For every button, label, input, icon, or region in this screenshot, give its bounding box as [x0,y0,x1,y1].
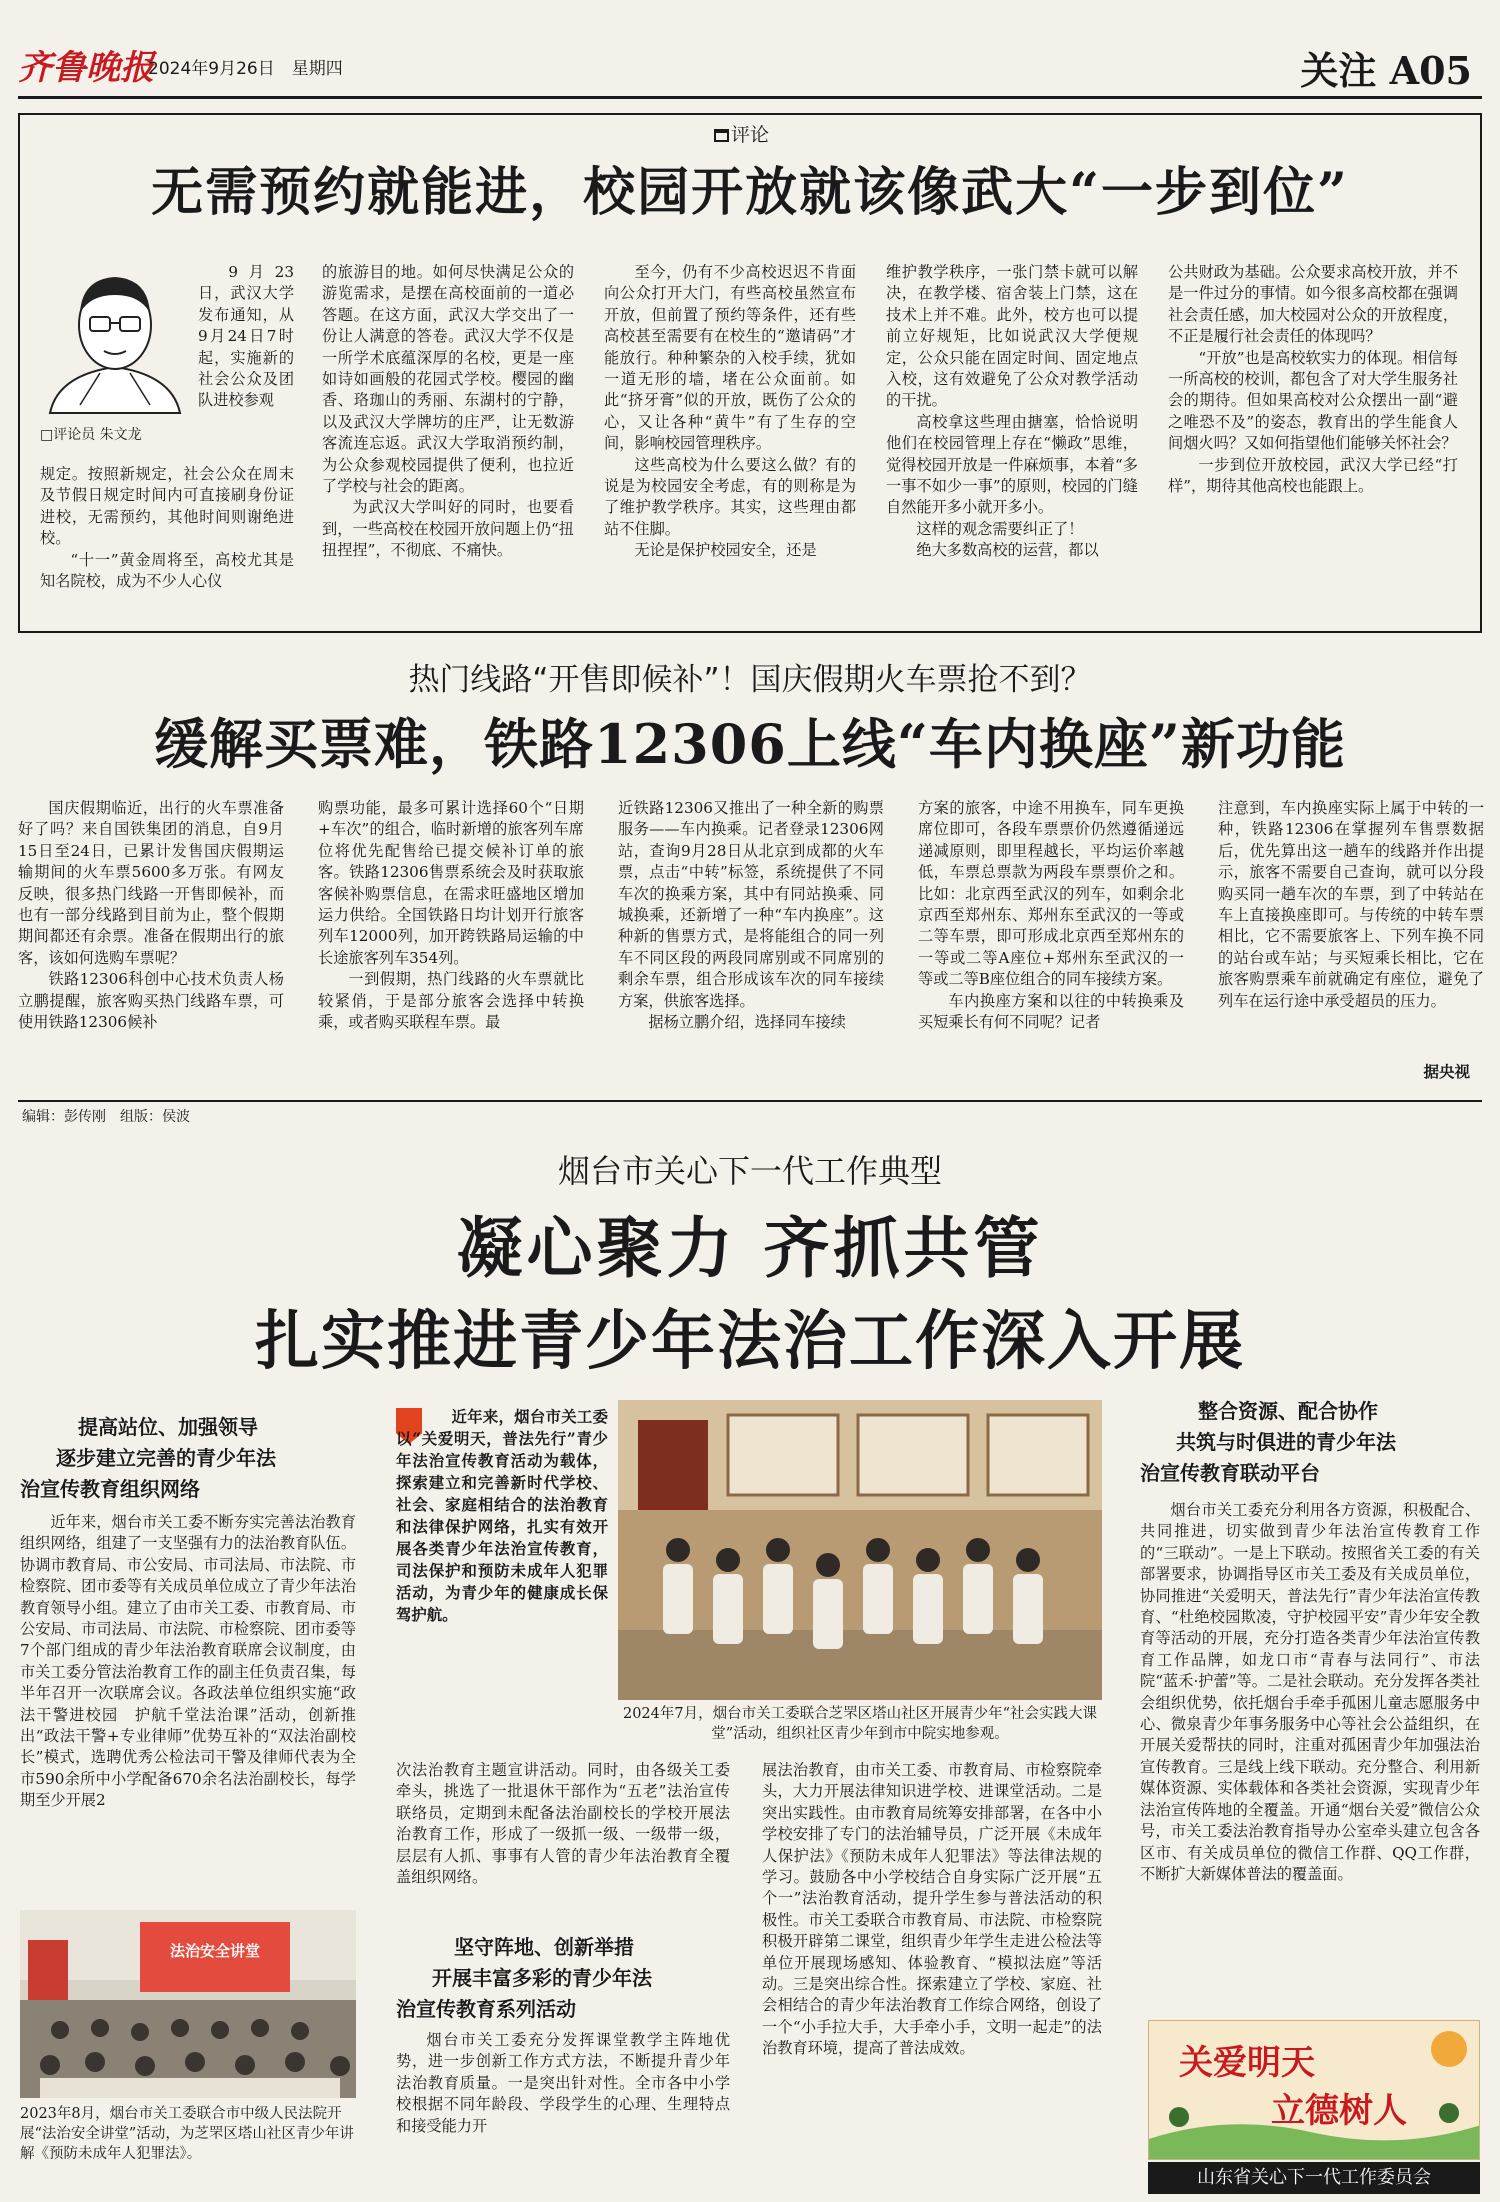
section2-title-line3: 治宣传教育系列活动 [396,1997,576,2021]
lecture-screen-text: 法治安全讲堂 [169,1942,260,1960]
section-rule [18,1100,1482,1102]
paragraph: 近年来，烟台市关工委不断夯实完善法治教育组织网络，组建了一支坚强有力的法治教育队伍。协调市教育局、市公安局、市司法局、市法院、市检察院、团市委等有关成员单位成立了青少年法治教育领导小组。建立了由市关工委、市教育局、市公安局、市司法局、市法院、市检察院、团市委等7个部门组成的青少年法治教育联席会议制度，由市关工委分管法治教育工作的副主任负责召集，每半年召开一次联席会议。各政法单位组织实施“政法干警进校园 护航千堂法治课”活动，创新推出“政法干警+专业律师”优势互补的“双法治副校长”模式，选聘优秀公检法司干警及律师代表为全市590余所中小学配备670余名法治副校长，每学期至少开展2 [20,1513,356,1810]
section3-title-line3: 治宣传教育联动平台 [1140,1461,1320,1485]
commentary-col1-intro [198,262,294,412]
section1-title-line2: 逐步建立完善的青少年法 [56,1446,276,1470]
paragraph: 方案的旅客，中途不用换车，同车更换席位即可，各段车票票价仍然遵循递远递减原则，即里程越长，平均运价率越低，车票总票款为两段车票票价之和。比如：北京西至武汉的列车，如剩余北京西至郑州东、郑州东至武汉的一等或二等车票，即可形成北京西至郑州东的一等或二等A座位+郑州东至武汉的一等或二等B座位组合的同车接续方案。 [918,799,1184,989]
paragraph: 这些高校为什么要这么做？有的说是为校园安全考虑，有的则称是为了维护教学秩序。其实，这些理由都站不住脚。 [604,455,856,538]
lead-paragraph [396,1406,608,1736]
commentary-tag [714,120,769,147]
railway-col2 [318,798,584,1088]
commentary-col3 [604,262,856,624]
care-logo-org: 山东省关心下一代工作委员会 [1148,2162,1480,2194]
page-number: A05 [1389,48,1472,93]
commentary-headline: 无需预约就能进，校园开放就该像武大“一步到位” [151,162,1349,223]
paragraph: 展法治教育，由市关工委、市教育局、市检察院牵头，大力开展法律知识进学校、进课堂活动。二是突出实践性。由市教育局统筹安排部署，在各中小学校安排了专门的法治辅导员，广泛开展《未成年人保护法》《预防未成年人犯罪法》等法律法规的学习。鼓励各中小学校结合自身实际广泛开展“五个一”法治教育活动，提升学生参与普法活动的积极性。市关工委联合市教育局、市法院、市检察院积极开辟第二课堂，组织青少年学生走进公检法等单位开展现场感知、体验教育、“模拟法庭”等活动。三是突出综合性。探索建立了学校、家庭、社会相结合的青少年法治教育工作综合网络，创设了一个“小手拉大手，大手牵小手，文明一起走”的法治教育环境，提高了普法成效。 [762,1761,1102,2058]
paragraph: “开放”也是高校软实力的体现。相信每一所高校的校训，都包含了对大学生服务社会的期待。但如果高校对公众摆出一副“避之唯恐不及”的姿态，教育出的学生能食人间烟火吗？又如何指望他们能够关怀社会？ [1168,348,1458,453]
commentary-col2 [322,262,574,624]
paragraph: 车内换座方案和以往的中转换乘及买短乘长有何不同呢？记者 [918,991,1184,1032]
section3-title-line2: 共筑与时俱进的青少年法 [1176,1430,1396,1454]
railway-col5 [1218,798,1484,1068]
middle-col2 [762,1760,1102,2194]
care-logo [1148,2020,1480,2160]
section2-title [396,1932,736,2025]
paragraph: 公共财政为基础。公众要求高校开放，并不是一件过分的事情。如今很多高校都在强调社会责任感，加大校园对公众的开放程度，不正是履行社会责任的体现吗？ [1168,263,1458,346]
section-name: 关注 [1300,48,1377,93]
paragraph: 近年来，烟台市关工委以“关爱明天，普法先行”青少年法治宣传教育活动为载体，探索建立和完善新时代学校、社会、家庭相结合的法治教育和法律保护网络，扎实有效开展各类青少年法治宣传教育，司法保护和预防未成年人犯罪活动，为青少年的健康成长保驾护航。 [396,1408,608,1624]
paragraph: 高校拿这些理由搪塞，恰恰说明他们在校园管理上存在“懒政”思维，觉得校园开放是一件麻烦事，本着“多一事不如少一事”的原则，校园的门缝自然能开多小就开多小。 [886,412,1138,517]
paragraph: 无论是保护校园安全，还是 [634,541,817,560]
section-label [1300,40,1472,95]
author-byline: □评论员 朱文龙 [40,427,142,443]
railway-kicker: 热门线路“开售即候补”！国庆假期火车票抢不到？ [408,662,1092,698]
section1-body [20,1512,356,1902]
paragraph: 注意到，车内换座实际上属于中转的一种，铁路12306在掌握列车售票数据后，优先算出这一趟车的线路并作出提示，旅客不需要自己查询，就可以分段购买同一趟车次的车票，到了中转站在车上直接换座即可。与传统的中转车票相比，它不需要旅客上、下列车换不同的站台或车站；与买短乘长相比，它在旅客购票乘车前就确定有座位，避免了列车在运行途中承受超员的压力。 [1218,799,1484,1010]
commentary-col1 [40,464,294,624]
paragraph: 国庆假期临近，出行的火车票准备好了吗？来自国铁集团的消息，自9月15日至24日，已累计发售国庆假期运输期间的火车票5600多万张。有网友反映，很多热门线路一开售即候补，而也有一部分线路到目前为止，整个假期期间都还有余票。准备在假期出行的旅客，该如何选购车票呢？ [18,799,284,967]
paragraph: “十一”黄金周将至，高校尤其是知名院校，成为不少人心仪 [40,550,294,591]
commentary-col5 [1168,262,1458,624]
paragraph: 据杨立鹏介绍，选择同车接续 [648,1013,846,1032]
court-visit-photo [618,1400,1102,1700]
paper-masthead: 齐鲁晚报 [18,48,154,88]
paragraph: 至今，仍有不少高校迟迟不肯面向公众打开大门，有些高校虽然宣布开放，但前置了预约等条件，还有些高校甚至需要有在校生的“邀请码”才能放行。种种繁杂的入校手续，犹如一道无形的墙，堵在公众面前。如此“挤牙膏”似的开放，既伤了公众的心，又让各种“黄牛”有了生存的空间，影响校园管理秩序。 [604,263,856,453]
paragraph: 一到假期，热门线路的火车票就比较紧俏，于是部分旅客会选择中转换乘，或者购买联程车票。最 [318,970,584,1032]
railway-source: 据央视 [1423,1062,1470,1081]
lecture-photo-caption: 2023年8月，烟台市关工委联合市中级人民法院开展“法治安全讲堂”活动，为芝罘区塔山社区青少年讲解《预防未成年人犯罪法》。 [20,2106,354,2162]
paragraph: 次法治教育主题宣讲活动。同时，由各级关工委牵头，挑选了一批退休干部作为“五老”法治宣传联络员，定期到未配备法治副校长的学校开展法治教育工作，形成了一级抓一级、一级带一级，层层有人抓、事事有人管的青少年法治教育全覆盖组织网络。 [396,1761,730,1887]
railway-col1 [18,798,284,1088]
date-text: 2024年9月26日 [148,59,275,79]
court-visit-photo-caption: 2024年7月，烟台市关工委联合芝罘区塔山社区开展青少年“社会实践大课堂”活动，组织社区青少年到市中院实地参观。 [622,1706,1098,1742]
paragraph: 铁路12306科创中心技术负责人杨立鹏提醒，旅客购买热门线路车票，可使用铁路12306候补 [18,970,284,1032]
commentary-col4 [886,262,1138,624]
comment-box-icon [714,129,729,142]
yantai-kicker: 烟台市关心下一代工作典型 [557,1152,942,1190]
section1-title [20,1412,380,1505]
section1-title-line3: 治宣传教育组织网络 [20,1477,200,1501]
railway-col3 [618,798,884,1088]
paragraph: 烟台市关工委充分发挥课堂教学主阵地优势，进一步创新工作方式方法，不断提升青少年法治教育质量。一是突出针对性。全市各中小学校根据不同年龄段、学段学生的心理、生理特点和接受能力开 [396,2031,730,2135]
paragraph: 购票功能，最多可累计选择60个“日期+车次”的组合，临时新增的旅客列车席位将优先配售给已提交候补订单的旅客。铁路12306售票系统会及时获取旅客候补购票信息，在需求旺盛地区增加运力供给。全国铁路日均计划开行旅客列车12000列，加开跨铁路局运输的中长途旅客列车354列。 [318,799,584,967]
railway-headline: 缓解买票难，铁路12306上线“车内换座”新功能 [154,712,1346,776]
author-portrait [40,255,190,415]
railway-col4 [918,798,1184,1088]
paragraph: 的旅游目的地。如何尽快满足公众的游览需求，是摆在高校面前的一道必答题。在这方面，武汉大学交出了一份让人满意的答卷。武汉大学不仅是一所学术底蕴深厚的名校，更是一座如诗如画般的花园式学校。樱园的幽香、珞珈山的秀丽、东湖村的宁静，以及武汉大学牌坊的庄严，让无数游客流连忘返。武汉大学取消预约制，为公众参观校园提供了便利，也拉近了学校与社会的距离。 [322,263,574,496]
paragraph: 近铁路12306又推出了一种全新的购票服务——车内换乘。记者登录12306网站，查询9月28日从北京到成都的火车票，点击“中转”标签，系统提供了不同车次的换乘方案，其中有同站换乘、同城换乘，还新增了一种“车内换座”。这种新的售票方式，是将能组合的同一列车不同区段的两段同席别或不同席别的剩余车票，组合形成该车次的同车接续方案，供旅客选择。 [618,799,884,1010]
weekday-text: 星期四 [291,59,343,79]
paragraph: 烟台市关工委充分利用各方资源，积极配合、共同推进，切实做到青少年法治宣传教育工作的“三联动”。一是上下联动。按照省关工委的有关部署要求，协调指导区市关工委及有关成员单位，协同推进“关爱明天，普法先行”青少年法治宣传教育、“杜绝校园欺凌，守护校园平安”青少年安全教育等活动的开展，充分打造各类青少年法治宣传教育工作品牌，如龙口市“青春与法同行”、市法院“蓝禾·护蕾”等。二是社会联动。充分发挥各类社会组织优势，依托烟台手牵手孤困儿童志愿服务中心、微泉青少年事务服务中心等社会公益组织，在开展关爱帮扶的同时，注重对孤困青少年加强法治宣传教育。三是线上线下联动。充分整合、利用新媒体资源、实体载体和各类社会资源，实现青少年法治宣传阵地的全覆盖。开通“烟台关爱”微信公众号，市关工委法治教育指导办公室牵头建立包含各区市、有关成员单位的微信工作群、QQ工作群，不断扩大新媒体普法的覆盖面。 [1140,1501,1480,1883]
paragraph: 维护教学秩序，一张门禁卡就可以解决，在教学楼、宿舍装上门禁，这在技术上并不难。此外，校方也可以提前立好规矩，比如说武汉大学便规定，公众只能在固定时间、固定地点入校，这有效避免了公众对教学活动的干扰。 [886,263,1138,410]
editors-credit: 编辑：彭传刚 组版：侯波 [22,1109,190,1125]
commentary-tag-label: 评论 [731,124,770,146]
paragraph: 9月23日，武汉大学发布通知，从9月24日7时起，实施新的社会公众及团队进校参观 [198,263,294,410]
top-rule [18,96,1482,99]
paragraph: 一步到位开放校园，武汉大学已经“打样”，期待其他高校也能跟上。 [1168,455,1458,496]
section2-title-line2: 开展丰富多彩的青少年法 [432,1966,652,1990]
section2-title-line1: 坚守阵地、创新举措 [454,1935,634,1959]
paragraph: 这样的观念需要纠正了！ [916,519,1084,538]
paragraph: 为武汉大学叫好的同时，也要看到，一些高校在校园开放问题上仍“扭扭捏捏”，不彻底、不痛快。 [322,498,574,560]
care-logo-line1: 关爱明天 [1179,2043,1315,2083]
lecture-photo [20,1910,356,2098]
middle-col1-top [396,1760,730,1910]
care-logo-line2: 立德树人 [1271,2091,1407,2131]
section3-title [1140,1396,1480,1489]
section3-body [1140,1500,1480,2010]
section2-body [396,2030,730,2194]
issue-date [148,54,343,79]
section3-title-line1: 整合资源、配合协作 [1198,1399,1378,1423]
yantai-headline-1: 凝心聚力 齐抓共管 [456,1209,1044,1287]
paragraph: 规定。按照新规定，社会公众在周末及节假日规定时间内可直接刷身份证进校，无需预约，其他时间则谢绝进校。 [40,465,294,548]
yantai-headline-2: 扎实推进青少年法治工作深入开展 [255,1304,1245,1379]
section1-title-line1: 提高站位、加强领导 [78,1415,258,1439]
paragraph: 绝大多数高校的运营，都以 [916,541,1099,560]
